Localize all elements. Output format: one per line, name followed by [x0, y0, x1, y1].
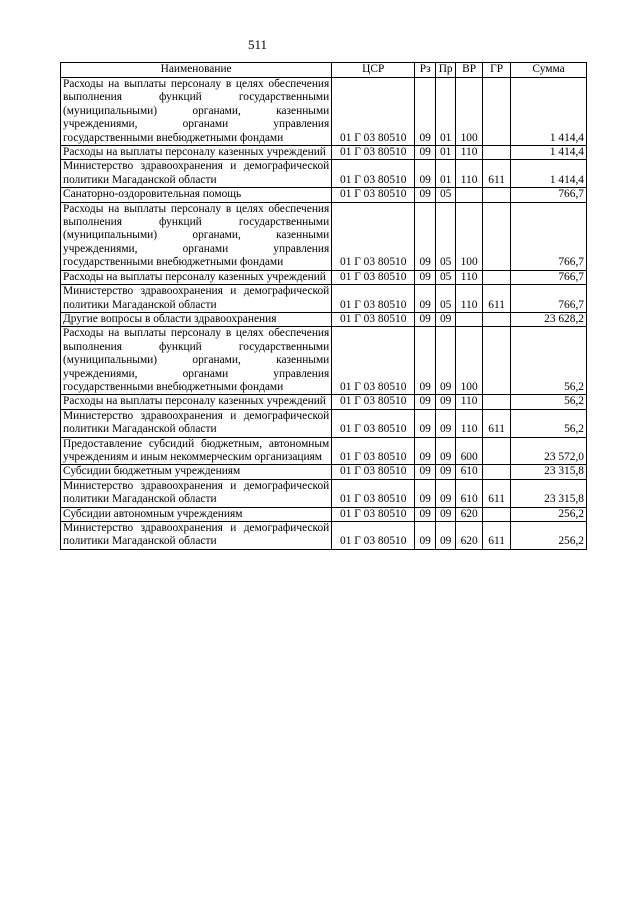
row-gr [483, 146, 511, 160]
table-header-row [61, 63, 587, 78]
row-vr: 110 [456, 395, 483, 409]
row-pr: 09 [436, 465, 456, 479]
row-csr: 01 Г 03 80510 [332, 522, 415, 550]
row-rz: 09 [415, 270, 436, 284]
row-pr: 09 [436, 507, 456, 521]
row-name: Санаторно-оздоровительная помощь [61, 188, 332, 202]
row-gr: 611 [483, 522, 511, 550]
header-vr: ВР [456, 63, 483, 78]
row-sum: 56,2 [511, 327, 587, 395]
row-gr: 611 [483, 160, 511, 188]
row-csr: 01 Г 03 80510 [332, 479, 415, 507]
row-sum: 23 572,0 [511, 437, 587, 465]
row-vr: 100 [456, 202, 483, 270]
row-sum: 766,7 [511, 285, 587, 313]
row-sum: 23 628,2 [511, 312, 587, 326]
row-gr [483, 465, 511, 479]
header-sum: Сумма [511, 63, 587, 78]
row-rz: 09 [415, 285, 436, 313]
row-name: Министерство здравоохранения и демографической политики Магаданской области [61, 479, 332, 507]
header-pr: Пр [436, 63, 456, 78]
table-row [61, 78, 587, 146]
row-name: Расходы на выплаты персоналу в целях обеспечения выполнения функций государственными (муниципальными) органами, казенными учреждениями, органами управления государственными внебюджетными фондами [61, 78, 332, 146]
row-csr: 01 Г 03 80510 [332, 312, 415, 326]
row-sum: 766,7 [511, 270, 587, 284]
header-name: Наименование [61, 63, 332, 78]
row-name: Министерство здравоохранения и демографической политики Магаданской области [61, 409, 332, 437]
row-sum: 23 315,8 [511, 465, 587, 479]
row-vr: 110 [456, 160, 483, 188]
table-body [61, 78, 587, 550]
row-pr: 09 [436, 409, 456, 437]
row-gr: 611 [483, 479, 511, 507]
row-vr: 600 [456, 437, 483, 465]
row-pr: 05 [436, 270, 456, 284]
table-row [61, 437, 587, 465]
row-rz: 09 [415, 78, 436, 146]
row-name: Предоставление субсидий бюджетным, автономным учреждениям и иным некоммерческим организациям [61, 437, 332, 465]
row-csr: 01 Г 03 80510 [332, 395, 415, 409]
row-pr: 05 [436, 188, 456, 202]
row-sum: 56,2 [511, 409, 587, 437]
row-sum: 56,2 [511, 395, 587, 409]
row-gr: 611 [483, 409, 511, 437]
row-csr: 01 Г 03 80510 [332, 465, 415, 479]
row-name: Субсидии бюджетным учреждениям [61, 465, 332, 479]
row-csr: 01 Г 03 80510 [332, 146, 415, 160]
row-csr: 01 Г 03 80510 [332, 285, 415, 313]
row-csr: 01 Г 03 80510 [332, 202, 415, 270]
row-sum: 766,7 [511, 202, 587, 270]
row-csr: 01 Г 03 80510 [332, 409, 415, 437]
table-row [61, 160, 587, 188]
table-row [61, 188, 587, 202]
row-rz: 09 [415, 479, 436, 507]
row-rz: 09 [415, 409, 436, 437]
row-sum: 256,2 [511, 507, 587, 521]
row-gr: 611 [483, 285, 511, 313]
row-rz: 09 [415, 146, 436, 160]
row-name: Другие вопросы в области здравоохранения [61, 312, 332, 326]
row-rz: 09 [415, 507, 436, 521]
row-rz: 09 [415, 188, 436, 202]
table-row [61, 409, 587, 437]
row-vr: 610 [456, 465, 483, 479]
row-name: Министерство здравоохранения и демографической политики Магаданской области [61, 160, 332, 188]
row-vr [456, 188, 483, 202]
row-vr: 100 [456, 327, 483, 395]
row-gr [483, 395, 511, 409]
row-rz: 09 [415, 327, 436, 395]
row-gr [483, 78, 511, 146]
row-vr: 110 [456, 270, 483, 284]
page-number: 511 [248, 37, 268, 52]
row-pr: 09 [436, 437, 456, 465]
row-pr: 01 [436, 146, 456, 160]
row-csr: 01 Г 03 80510 [332, 78, 415, 146]
row-csr: 01 Г 03 80510 [332, 160, 415, 188]
row-pr: 09 [436, 327, 456, 395]
row-pr: 01 [436, 160, 456, 188]
table-row [61, 479, 587, 507]
table-row [61, 202, 587, 270]
row-gr [483, 270, 511, 284]
row-pr: 05 [436, 202, 456, 270]
row-rz: 09 [415, 465, 436, 479]
header-csr: ЦСР [332, 63, 415, 78]
budget-table [60, 62, 587, 550]
row-rz: 09 [415, 395, 436, 409]
header-gr: ГР [483, 63, 511, 78]
row-pr: 09 [436, 479, 456, 507]
table-row [61, 285, 587, 313]
row-csr: 01 Г 03 80510 [332, 270, 415, 284]
table-row [61, 312, 587, 326]
table-row [61, 270, 587, 284]
table-row [61, 327, 587, 395]
row-csr: 01 Г 03 80510 [332, 327, 415, 395]
row-gr [483, 312, 511, 326]
row-gr [483, 202, 511, 270]
row-sum: 1 414,4 [511, 160, 587, 188]
row-name: Расходы на выплаты персоналу казенных учреждений [61, 146, 332, 160]
row-sum: 1 414,4 [511, 146, 587, 160]
row-gr [483, 188, 511, 202]
row-name: Расходы на выплаты персоналу в целях обеспечения выполнения функций государственными (муниципальными) органами, казенными учреждениями, органами управления государственными внебюджетными фондами [61, 327, 332, 395]
row-vr: 620 [456, 507, 483, 521]
row-gr [483, 437, 511, 465]
row-sum: 256,2 [511, 522, 587, 550]
row-name: Субсидии автономным учреждениям [61, 507, 332, 521]
row-pr: 09 [436, 395, 456, 409]
row-name: Министерство здравоохранения и демографической политики Магаданской области [61, 522, 332, 550]
row-vr: 110 [456, 285, 483, 313]
row-vr: 100 [456, 78, 483, 146]
row-name: Расходы на выплаты персоналу в целях обеспечения выполнения функций государственными (муниципальными) органами, казенными учреждениями, органами управления государственными внебюджетными фондами [61, 202, 332, 270]
table-row [61, 146, 587, 160]
row-vr: 620 [456, 522, 483, 550]
row-pr: 05 [436, 285, 456, 313]
row-csr: 01 Г 03 80510 [332, 507, 415, 521]
table-row [61, 395, 587, 409]
row-pr: 09 [436, 522, 456, 550]
row-gr [483, 327, 511, 395]
row-csr: 01 Г 03 80510 [332, 188, 415, 202]
row-rz: 09 [415, 160, 436, 188]
row-sum: 766,7 [511, 188, 587, 202]
header-rz: Рз [415, 63, 436, 78]
row-vr: 110 [456, 146, 483, 160]
table-row [61, 522, 587, 550]
row-csr: 01 Г 03 80510 [332, 437, 415, 465]
row-vr: 110 [456, 409, 483, 437]
row-gr [483, 507, 511, 521]
row-name: Расходы на выплаты персоналу казенных учреждений [61, 395, 332, 409]
row-sum: 23 315,8 [511, 479, 587, 507]
row-rz: 09 [415, 202, 436, 270]
row-name: Министерство здравоохранения и демографической политики Магаданской области [61, 285, 332, 313]
row-name: Расходы на выплаты персоналу казенных учреждений [61, 270, 332, 284]
row-pr: 01 [436, 78, 456, 146]
row-rz: 09 [415, 522, 436, 550]
row-sum: 1 414,4 [511, 78, 587, 146]
row-rz: 09 [415, 312, 436, 326]
row-rz: 09 [415, 437, 436, 465]
table-row [61, 507, 587, 521]
row-vr: 610 [456, 479, 483, 507]
row-vr [456, 312, 483, 326]
row-pr: 09 [436, 312, 456, 326]
table-row [61, 465, 587, 479]
